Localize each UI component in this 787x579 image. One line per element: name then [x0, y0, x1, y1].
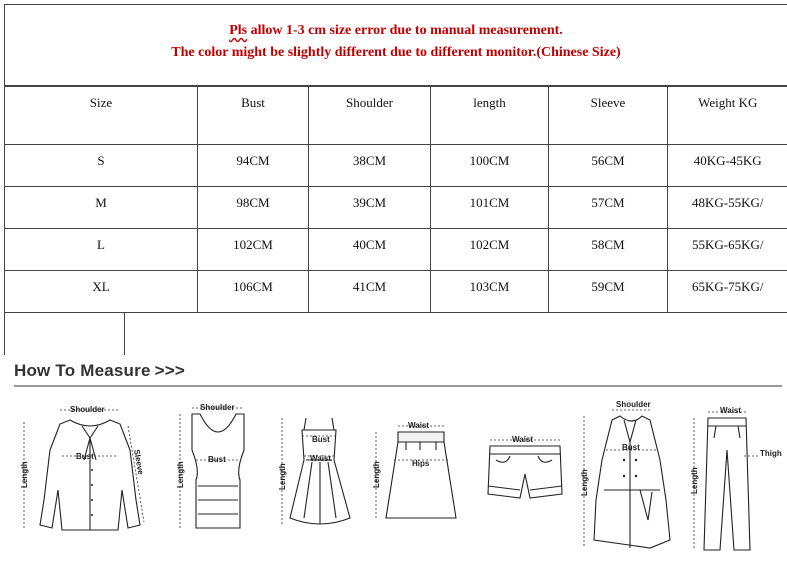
dress-waist-label: Waist	[310, 454, 332, 463]
measure-title-text: How To Measure	[14, 361, 151, 380]
cell-bust: 102CM	[198, 229, 309, 271]
shirt-length-label: Length	[20, 461, 29, 488]
cell-shoulder: 39CM	[309, 187, 431, 229]
shorts-diagram-icon	[488, 435, 562, 498]
cell-weight: 40KG-45KG	[668, 145, 787, 187]
cell-length: 102CM	[431, 229, 549, 271]
notice-line-1-text: allow 1-3 cm size error due to manual measurement.	[247, 23, 563, 38]
header-size: Size	[5, 87, 198, 145]
header-shoulder: Shoulder	[309, 87, 431, 145]
table-header-row	[5, 87, 787, 145]
size-chart	[4, 4, 787, 313]
skirt-length-label: Length	[372, 461, 381, 488]
header-bust: Bust	[198, 87, 309, 145]
top-length-label: Length	[176, 461, 185, 488]
notice-line-2: The color might be slightly different due to different monitor.(Chinese Size)	[171, 45, 621, 60]
cell-shoulder: 41CM	[309, 271, 431, 313]
skirt-waist-label: Waist	[408, 421, 430, 430]
cell-length: 103CM	[431, 271, 549, 313]
table-row	[5, 145, 787, 187]
size-table	[4, 86, 787, 313]
top-diagram-icon	[176, 403, 244, 528]
pants-length-label: Length	[690, 467, 699, 494]
notice-line-1	[5, 5, 787, 42]
empty-cell	[4, 313, 125, 355]
shirt-bust-label: Bust	[76, 452, 94, 461]
cell-weight: 55KG-65KG/	[668, 229, 787, 271]
cell-length: 100CM	[431, 145, 549, 187]
header-length: length	[431, 87, 549, 145]
cell-sleeve: 59CM	[549, 271, 668, 313]
cell-length: 101CM	[431, 187, 549, 229]
shorts-waist-label: Waist	[512, 435, 534, 444]
cell-bust: 106CM	[198, 271, 309, 313]
shirt-shoulder-label: Shoulder	[70, 405, 105, 414]
shirt-sleeve-label: Sleeve	[132, 448, 146, 476]
title-divider	[14, 385, 782, 387]
top-shoulder-label: Shoulder	[200, 403, 235, 412]
skirt-hips-label: Hips	[412, 459, 430, 468]
pants-waist-label: Waist	[720, 406, 742, 415]
cell-weight: 48KG-55KG/	[668, 187, 787, 229]
notice-pls: Pls	[229, 23, 248, 38]
top-bust-label: Bust	[208, 455, 226, 464]
notice-box	[4, 4, 787, 86]
coat-diagram-icon	[580, 400, 670, 548]
cell-shoulder: 40CM	[309, 229, 431, 271]
cell-bust: 98CM	[198, 187, 309, 229]
skirt-diagram-icon	[372, 421, 456, 518]
cell-sleeve: 57CM	[549, 187, 668, 229]
cell-shoulder: 38CM	[309, 145, 431, 187]
shirt-diagram-icon	[20, 405, 145, 530]
cell-sleeve: 58CM	[549, 229, 668, 271]
pants-diagram-icon	[690, 406, 782, 550]
coat-length-label: Length	[580, 469, 589, 496]
coat-shoulder-label: Shoulder	[616, 400, 651, 409]
cell-size: XL	[5, 271, 198, 313]
dress-diagram-icon	[278, 418, 350, 524]
cell-size: M	[5, 187, 198, 229]
coat-bust-label: Bust	[622, 443, 640, 452]
table-row	[5, 229, 787, 271]
cell-weight: 65KG-75KG/	[668, 271, 787, 313]
cell-size: S	[5, 145, 198, 187]
measurement-diagrams	[0, 390, 787, 579]
pants-thigh-label: Thigh	[760, 449, 782, 458]
cell-sleeve: 56CM	[549, 145, 668, 187]
header-weight: Weight KG	[668, 87, 787, 145]
dress-bust-label: Bust	[312, 435, 330, 444]
header-sleeve: Sleeve	[549, 87, 668, 145]
cell-bust: 94CM	[198, 145, 309, 187]
chevrons-right-icon: >>>	[154, 361, 186, 380]
dress-length-label: Length	[278, 463, 287, 490]
measure-title	[14, 361, 185, 381]
cell-size: L	[5, 229, 198, 271]
table-row	[5, 187, 787, 229]
table-row	[5, 271, 787, 313]
